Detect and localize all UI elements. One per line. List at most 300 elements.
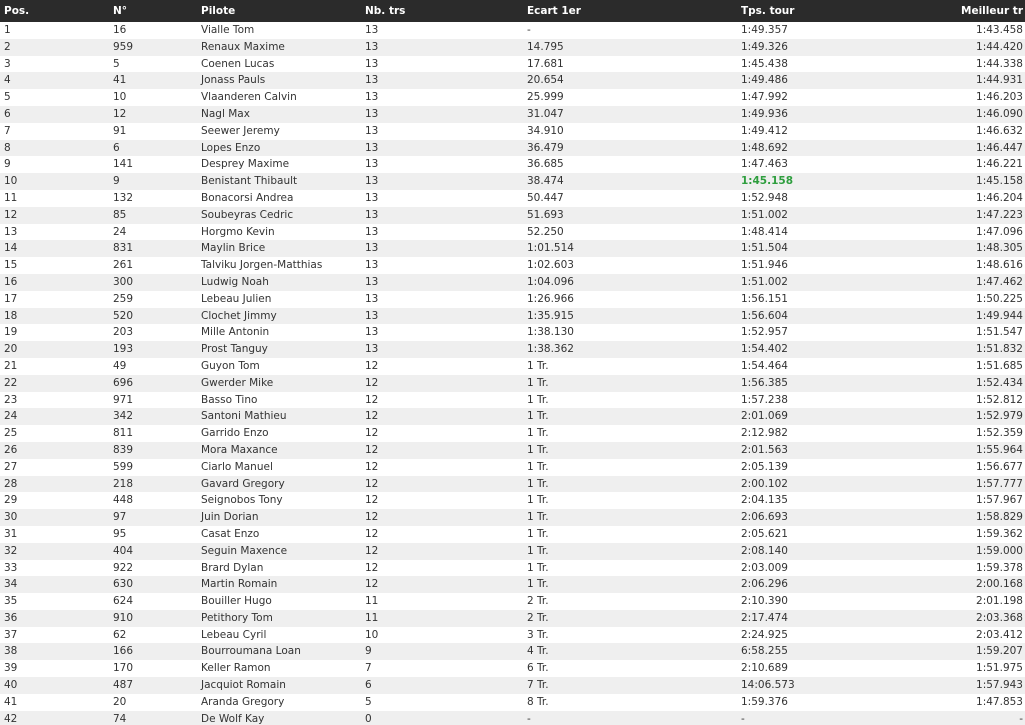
cell-best-lap: 2:00.168 [976,578,1023,591]
table-row[interactable] [0,56,1025,73]
cell-best-lap: 2:03.368 [976,611,1023,624]
table-row[interactable] [0,72,1025,89]
column-header-pilot[interactable]: Pilote [201,5,236,17]
cell-number: 10 [113,91,127,104]
cell-best-lap: 1:59.207 [976,645,1023,658]
cell-gap: 1 Tr. [527,393,549,406]
cell-lap-time: 1:51.504 [741,242,788,255]
cell-number: 170 [113,662,134,675]
cell-pos: 37 [4,628,18,641]
cell-lap-time: 1:54.402 [741,343,788,356]
cell-lap-time: 6:58.255 [741,645,788,658]
cell-pos: 9 [4,158,11,171]
cell-gap: 1 Tr. [527,544,549,557]
cell-pos: 11 [4,191,18,204]
column-header-laps[interactable]: Nb. trs [365,5,406,17]
cell-lap-time: 1:49.412 [741,124,788,137]
cell-lap-time: 1:48.414 [741,225,788,238]
cell-laps: 12 [365,578,379,591]
cell-gap: 3 Tr. [527,628,549,641]
cell-lap-time: 2:06.693 [741,511,788,524]
cell-lap-time: 1:48.692 [741,141,788,154]
cell-pilot: Basso Tino [201,393,258,406]
cell-laps: 12 [365,511,379,524]
cell-number: 97 [113,511,127,524]
cell-laps: 13 [365,40,379,53]
table-row[interactable] [0,509,1025,526]
cell-laps: 13 [365,292,379,305]
cell-laps: 13 [365,24,379,36]
cell-pos: 15 [4,259,18,272]
cell-pos: 34 [4,578,18,591]
cell-pos: 33 [4,561,18,574]
cell-pilot: De Wolf Kay [201,712,265,725]
cell-gap: 34.910 [527,124,564,137]
cell-best-lap: 1:47.096 [976,225,1023,238]
cell-gap: 36.479 [527,141,564,154]
cell-lap-time: 2:01.563 [741,443,788,456]
cell-pilot: Talviku Jorgen-Matthias [201,259,323,272]
cell-number: 448 [113,494,134,507]
cell-pilot: Ciarlo Manuel [201,460,273,473]
table-row[interactable] [0,375,1025,392]
cell-laps: 13 [365,74,379,87]
cell-pilot: Clochet Jimmy [201,309,277,322]
cell-lap-time: 1:56.151 [741,292,788,305]
table-row[interactable] [0,140,1025,157]
cell-pilot: Mille Antonin [201,326,270,339]
cell-gap: 1 Tr. [527,427,549,440]
cell-gap: 50.447 [527,191,564,204]
cell-lap-time: 1:51.002 [741,275,788,288]
cell-best-lap: 1:44.931 [976,74,1023,87]
cell-laps: 11 [365,595,379,608]
cell-laps: 13 [365,259,379,272]
cell-laps: 5 [365,695,372,708]
table-row[interactable] [0,324,1025,341]
table-row[interactable] [0,240,1025,257]
column-header-lap-time[interactable]: Tps. tour [741,5,795,17]
cell-pilot: Keller Ramon [201,662,271,675]
table-row[interactable] [0,39,1025,56]
cell-lap-time: 14:06.573 [741,679,795,692]
cell-gap: 1 Tr. [527,443,549,456]
cell-pos: 41 [4,695,18,708]
table-row[interactable] [0,425,1025,442]
cell-lap-time: 1:52.948 [741,191,788,204]
cell-laps: 13 [365,141,379,154]
cell-laps: 12 [365,359,379,372]
cell-pos: 6 [4,107,11,120]
cell-best-lap: 1:51.547 [976,326,1023,339]
cell-pos: 39 [4,662,18,675]
cell-lap-time: 1:51.002 [741,208,788,221]
cell-lap-time: 1:51.946 [741,259,788,272]
cell-lap-time: 1:49.326 [741,40,788,53]
table-row[interactable] [0,560,1025,577]
cell-pilot: Soubeyras Cedric [201,208,294,221]
cell-pos: 7 [4,124,11,137]
cell-laps: 12 [365,443,379,456]
cell-number: 85 [113,208,127,221]
cell-number: 599 [113,460,134,473]
table-row[interactable] [0,106,1025,123]
cell-gap: 25.999 [527,91,564,104]
cell-gap: 1:38.130 [527,326,574,339]
cell-best-lap: 1:56.677 [976,460,1023,473]
cell-laps: 10 [365,628,379,641]
cell-gap: 1:35.915 [527,309,574,322]
table-row[interactable] [0,291,1025,308]
cell-laps: 0 [365,712,372,725]
cell-lap-time: 1:49.357 [741,24,788,36]
cell-gap: 14.795 [527,40,564,53]
cell-pilot: Petithory Tom [201,611,273,624]
cell-gap: 6 Tr. [527,662,549,675]
cell-gap: 17.681 [527,57,564,70]
cell-best-lap: 1:51.832 [976,343,1023,356]
cell-pos: 40 [4,679,18,692]
cell-best-lap: 1:45.158 [976,175,1023,188]
cell-laps: 13 [365,124,379,137]
cell-gap: 36.685 [527,158,564,171]
cell-number: 91 [113,124,127,137]
cell-number: 20 [113,695,127,708]
cell-laps: 12 [365,427,379,440]
cell-pos: 24 [4,410,18,423]
cell-number: 9 [113,175,120,188]
cell-laps: 13 [365,107,379,120]
cell-lap-time: 2:24.925 [741,628,788,641]
table-body [0,22,1025,725]
table-row[interactable] [0,392,1025,409]
cell-pos: 1 [4,24,11,36]
table-row[interactable] [0,610,1025,627]
cell-laps: 13 [365,326,379,339]
cell-best-lap: 1:51.975 [976,662,1023,675]
cell-best-lap: 2:01.198 [976,595,1023,608]
cell-lap-time: 2:01.069 [741,410,788,423]
column-header-num[interactable]: N° [113,5,128,17]
cell-lap-time: - [741,712,745,725]
cell-number: 49 [113,359,127,372]
table-row[interactable] [0,627,1025,644]
cell-laps: 12 [365,494,379,507]
cell-lap-time: 1:57.238 [741,393,788,406]
cell-pos: 27 [4,460,18,473]
table-row[interactable] [0,476,1025,493]
table-row[interactable] [0,543,1025,560]
cell-best-lap: 1:55.964 [976,443,1023,456]
cell-gap: 1 Tr. [527,359,549,372]
table-row[interactable] [0,576,1025,593]
cell-pilot: Gavard Gregory [201,477,285,490]
cell-laps: 13 [365,191,379,204]
cell-laps: 12 [365,410,379,423]
column-header-best-lap[interactable]: Meilleur tr [961,5,1023,17]
cell-pilot: Martin Romain [201,578,278,591]
cell-pilot: Jonass Pauls [201,74,266,87]
cell-pilot: Horgmo Kevin [201,225,275,238]
cell-gap: 1 Tr. [527,494,549,507]
cell-number: 520 [113,309,134,322]
cell-best-lap: 1:46.221 [976,158,1023,171]
cell-best-lap: - [1019,712,1023,725]
cell-lap-time: 2:06.296 [741,578,788,591]
cell-laps: 12 [365,544,379,557]
cell-number: 41 [113,74,127,87]
cell-best-lap: 1:48.616 [976,259,1023,272]
cell-best-lap: 1:43.458 [976,24,1023,36]
cell-laps: 12 [365,393,379,406]
cell-pilot: Ludwig Noah [201,275,269,288]
cell-number: 630 [113,578,134,591]
table-row[interactable] [0,526,1025,543]
cell-gap: 1:38.362 [527,343,574,356]
cell-laps: 13 [365,242,379,255]
cell-number: 24 [113,225,127,238]
cell-pos: 29 [4,494,18,507]
cell-gap: 1 Tr. [527,460,549,473]
cell-laps: 13 [365,175,379,188]
table-row[interactable] [0,643,1025,660]
cell-pos: 13 [4,225,18,238]
cell-laps: 6 [365,679,372,692]
table-row[interactable] [0,358,1025,375]
cell-number: 132 [113,191,134,204]
cell-pos: 16 [4,275,18,288]
cell-gap: 4 Tr. [527,645,549,658]
cell-laps: 13 [365,158,379,171]
table-row[interactable] [0,257,1025,274]
table-row[interactable] [0,593,1025,610]
cell-pos: 25 [4,427,18,440]
cell-lap-time: 1:56.385 [741,376,788,389]
cell-best-lap: 1:46.090 [976,107,1023,120]
table-row[interactable] [0,274,1025,291]
cell-laps: 12 [365,376,379,389]
cell-best-lap: 1:59.378 [976,561,1023,574]
cell-lap-time: 2:17.474 [741,611,788,624]
cell-best-lap: 1:46.204 [976,191,1023,204]
cell-number: 141 [113,158,134,171]
cell-best-lap: 1:47.223 [976,208,1023,221]
cell-pilot: Lopes Enzo [201,141,261,154]
cell-pilot: Santoni Mathieu [201,410,287,423]
table-row[interactable] [0,207,1025,224]
cell-pos: 12 [4,208,18,221]
cell-number: 6 [113,141,120,154]
cell-number: 971 [113,393,134,406]
cell-pilot: Gwerder Mike [201,376,274,389]
cell-pos: 14 [4,242,18,255]
cell-number: 624 [113,595,134,608]
cell-pos: 30 [4,511,18,524]
cell-pos: 26 [4,443,18,456]
cell-pos: 19 [4,326,18,339]
table-row[interactable] [0,459,1025,476]
cell-number: 839 [113,443,134,456]
cell-pos: 20 [4,343,18,356]
cell-gap: 51.693 [527,208,564,221]
cell-pos: 36 [4,611,18,624]
cell-lap-time: 1:49.486 [741,74,788,87]
table-row[interactable] [0,341,1025,358]
cell-pilot: Garrido Enzo [201,427,269,440]
cell-laps: 12 [365,460,379,473]
cell-pilot: Coenen Lucas [201,57,275,70]
cell-number: 831 [113,242,134,255]
table-header [0,0,1025,22]
cell-lap-time: 1:54.464 [741,359,788,372]
cell-gap: 1 Tr. [527,376,549,389]
table-row[interactable] [0,492,1025,509]
cell-gap: 1 Tr. [527,511,549,524]
cell-best-lap: 1:49.944 [976,309,1023,322]
cell-number: 218 [113,477,134,490]
cell-lap-time: 1:49.936 [741,107,788,120]
cell-lap-time: 2:05.621 [741,527,788,540]
cell-best-lap: 1:44.338 [976,57,1023,70]
cell-pilot: Lebeau Julien [201,292,272,305]
cell-pilot: Seignobos Tony [201,494,283,507]
table-row[interactable] [0,408,1025,425]
cell-gap: 1 Tr. [527,477,549,490]
cell-pilot: Guyon Tom [201,359,260,372]
cell-lap-time: 2:10.689 [741,662,788,675]
cell-best-lap: 1:57.943 [976,679,1023,692]
cell-lap-time: 2:04.135 [741,494,788,507]
table-row[interactable] [0,89,1025,106]
cell-gap: 31.047 [527,107,564,120]
cell-gap: 1 Tr. [527,527,549,540]
cell-number: 342 [113,410,134,423]
cell-laps: 13 [365,309,379,322]
cell-best-lap: 1:44.420 [976,40,1023,53]
cell-laps: 13 [365,275,379,288]
cell-number: 203 [113,326,134,339]
cell-lap-time: 2:10.390 [741,595,788,608]
cell-best-lap: 1:57.777 [976,477,1023,490]
cell-best-lap: 2:03.412 [976,628,1023,641]
cell-pilot: Aranda Gregory [201,695,285,708]
cell-number: 12 [113,107,127,120]
cell-lap-time: 1:47.463 [741,158,788,171]
cell-pilot: Benistant Thibault [201,175,298,188]
cell-pos: 22 [4,376,18,389]
cell-number: 959 [113,40,134,53]
cell-pos: 31 [4,527,18,540]
table-row[interactable] [0,308,1025,325]
cell-gap: 8 Tr. [527,695,549,708]
cell-number: 261 [113,259,134,272]
table-row[interactable] [0,677,1025,694]
cell-laps: 11 [365,611,379,624]
cell-lap-time-fastest: 1:45.158 [741,175,794,188]
table-row[interactable] [0,711,1025,725]
cell-number: 95 [113,527,127,540]
cell-gap: 1 Tr. [527,578,549,591]
cell-pos: 23 [4,393,18,406]
table-row[interactable] [0,660,1025,677]
cell-pilot: Mora Maxance [201,443,278,456]
cell-number: 166 [113,645,134,658]
cell-laps: 12 [365,477,379,490]
cell-number: 193 [113,343,134,356]
cell-pilot: Prost Tanguy [201,343,268,356]
cell-number: 259 [113,292,134,305]
table-row[interactable] [0,442,1025,459]
table-row[interactable] [0,694,1025,711]
table-row[interactable] [0,173,1025,190]
cell-pilot: Vialle Tom [201,24,255,36]
cell-lap-time: 1:56.604 [741,309,788,322]
cell-number: 16 [113,24,127,36]
cell-pilot: Maylin Brice [201,242,266,255]
cell-pos: 8 [4,141,11,154]
cell-number: 487 [113,679,134,692]
cell-lap-time: 2:12.982 [741,427,788,440]
cell-number: 62 [113,628,127,641]
cell-best-lap: 1:59.362 [976,527,1023,540]
cell-laps: 13 [365,57,379,70]
cell-gap: 1 Tr. [527,561,549,574]
cell-pilot: Seguin Maxence [201,544,288,557]
cell-gap: 2 Tr. [527,595,549,608]
cell-pos: 42 [4,712,18,725]
cell-number: 696 [113,376,134,389]
cell-pos: 21 [4,359,18,372]
table-row[interactable] [0,22,1025,39]
cell-pos: 35 [4,595,18,608]
cell-best-lap: 1:47.462 [976,275,1023,288]
cell-gap: 1:26.966 [527,292,574,305]
cell-pilot: Lebeau Cyril [201,628,267,641]
cell-lap-time: 2:00.102 [741,477,788,490]
cell-best-lap: 1:46.447 [976,141,1023,154]
column-header-gap[interactable]: Ecart 1er [527,5,581,17]
column-header-pos[interactable]: Pos. [4,5,30,17]
cell-number: 404 [113,544,134,557]
cell-pos: 18 [4,309,18,322]
cell-pos: 5 [4,91,11,104]
table-row[interactable] [0,190,1025,207]
table-row[interactable] [0,123,1025,140]
cell-gap: 1:04.096 [527,275,574,288]
cell-number: 5 [113,57,120,70]
cell-gap: - [527,712,531,725]
cell-lap-time: 2:08.140 [741,544,788,557]
cell-pos: 17 [4,292,18,305]
table-row[interactable] [0,156,1025,173]
cell-gap: 1:01.514 [527,242,574,255]
cell-lap-time: 2:05.139 [741,460,788,473]
cell-number: 300 [113,275,134,288]
cell-pilot: Juin Dorian [201,511,259,524]
table-row[interactable] [0,224,1025,241]
cell-laps: 13 [365,208,379,221]
cell-pilot: Casat Enzo [201,527,260,540]
cell-lap-time: 1:59.376 [741,695,788,708]
cell-best-lap: 1:46.203 [976,91,1023,104]
cell-gap: 2 Tr. [527,611,549,624]
cell-laps: 13 [365,343,379,356]
cell-number: 811 [113,427,134,440]
cell-number: 74 [113,712,127,725]
cell-laps: 12 [365,527,379,540]
cell-best-lap: 1:52.434 [976,376,1023,389]
cell-pilot: Nagl Max [201,107,250,120]
